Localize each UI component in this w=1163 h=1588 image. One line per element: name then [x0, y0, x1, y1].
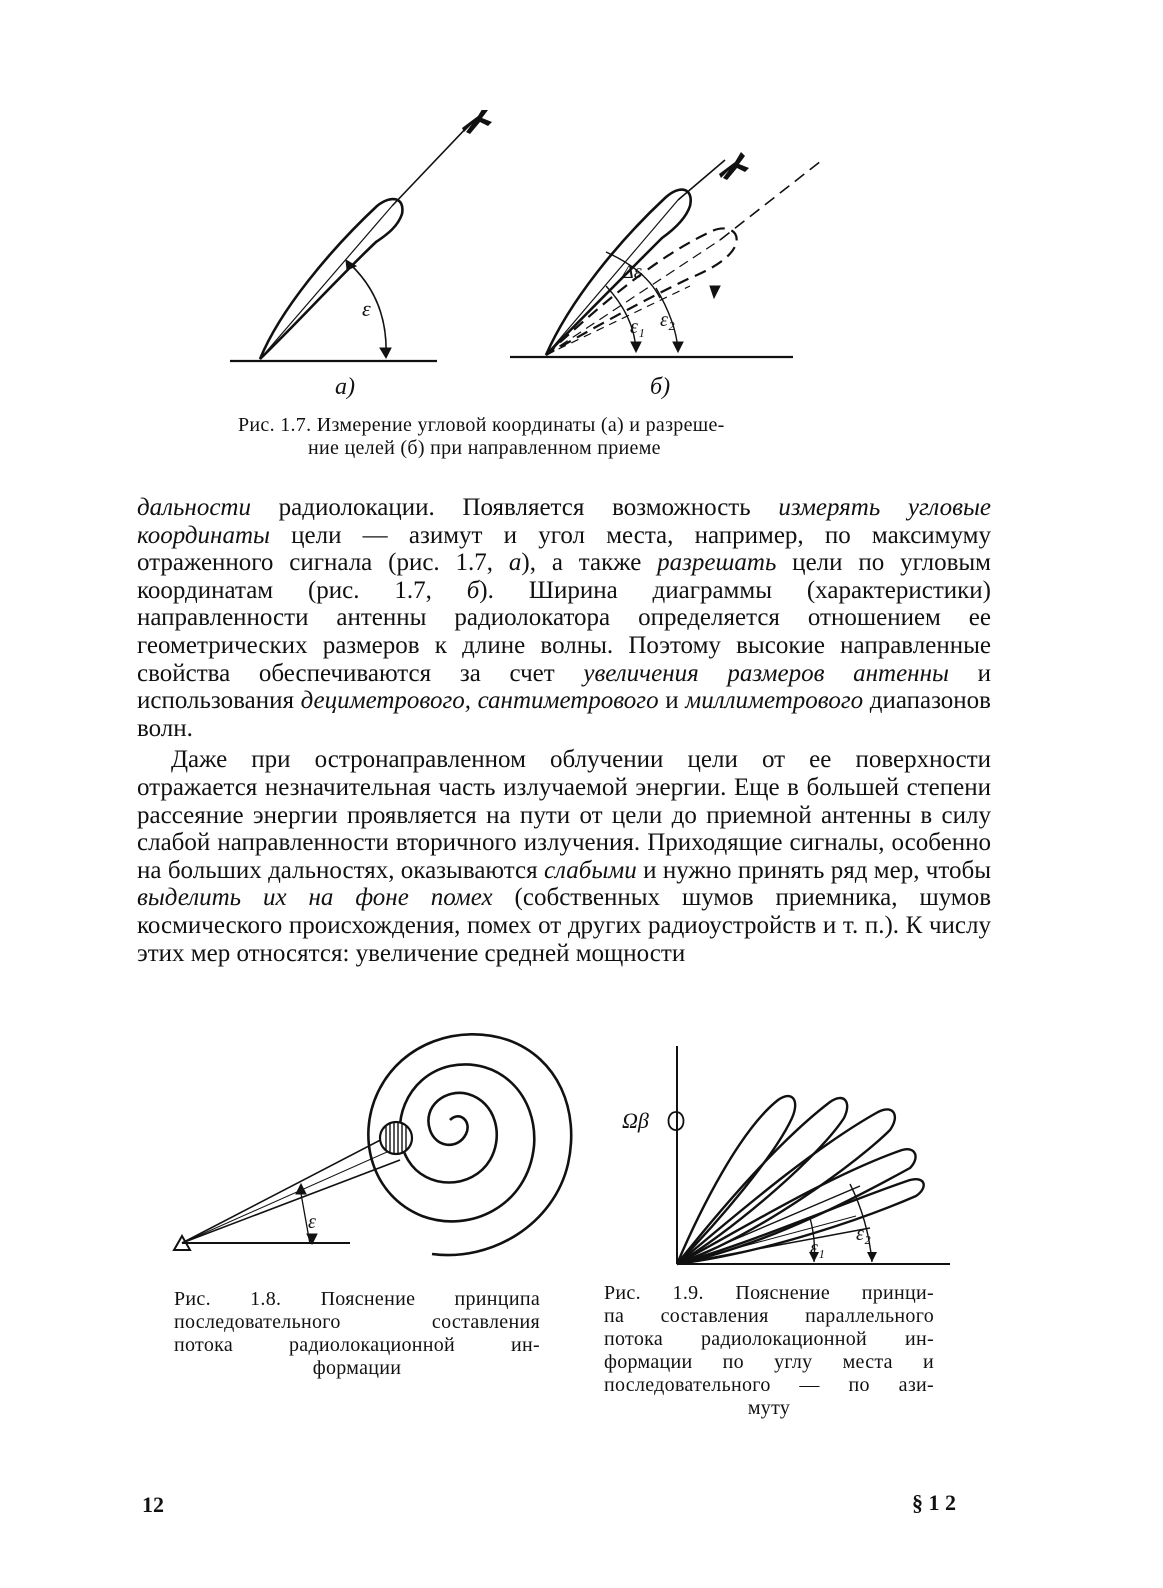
emphasis-text: увеличения размеров антенны: [583, 659, 949, 687]
figure-1-7: [220, 110, 820, 410]
figure-1-7b-label: б): [650, 374, 671, 400]
paragraph-2: [137, 746, 991, 967]
text-run: радиолокации. Появляется возможность: [250, 494, 779, 521]
caption-line: потока радиолокационной ин-: [174, 1334, 540, 1356]
caption-line: последовательного — по ази-: [604, 1374, 934, 1396]
text-run: и нужно принять ряд мер, чтобы: [636, 856, 991, 884]
epsilon-label: ε: [362, 296, 371, 321]
figure-1-9: [610, 1040, 950, 1270]
aircraft-icon: [719, 152, 749, 180]
text-run: ). Ширина диаграммы (характеристики) направленности антенны радиолокатора определяется отношением ее геометрических размеров к длине волны. Поэтому высокие направленные свойства обеспечиваются за счет: [137, 576, 992, 687]
figure-1-8-caption: [174, 1288, 540, 1380]
omega-beta-label: Ωβ: [622, 1108, 649, 1133]
text-run: диапазонов волн.: [137, 687, 991, 742]
body-text: [137, 494, 991, 967]
emphasis-text: слабыми: [543, 856, 637, 884]
text-run: (собственных шумов приемника, шумов космического происхождения, помех от других радиоустройств и т. п.). К числу этих мер относятся: увеличение средней мощности: [137, 884, 991, 967]
aircraft-icon: [462, 110, 492, 134]
caption-line: последовательного составления: [174, 1311, 540, 1333]
caption-line: па составления параллельного: [604, 1305, 934, 1327]
figure-1-7-caption: [238, 414, 888, 460]
epsilon-2-label: ε₂: [660, 309, 675, 331]
emphasis-text: миллиметрового: [685, 687, 864, 715]
figure-1-8: [160, 1010, 580, 1280]
section-marker: § 1 2: [912, 1490, 956, 1515]
emphasis-text: измерять угловые координаты: [137, 494, 992, 549]
paragraph-1: [137, 494, 991, 742]
emphasis-text: б: [466, 576, 480, 604]
emphasis-text: а: [508, 549, 522, 577]
caption-line: формации по углу места и: [604, 1351, 934, 1373]
delta-epsilon-label: Δε: [622, 261, 642, 283]
emphasis-text: дальности: [137, 494, 251, 521]
caption-line: Рис. 1.9. Пояснение принци-: [604, 1282, 934, 1304]
caption-line: ние целей (б) при направленном приеме: [308, 437, 661, 459]
emphasis-text: дециметрового, сантиметрового: [300, 687, 659, 715]
page-number: 12: [142, 1492, 164, 1517]
caption-line: потока радиолокационной ин-: [604, 1328, 934, 1350]
epsilon-1-label: ε₁: [630, 316, 645, 338]
emphasis-text: разрешать: [657, 549, 777, 577]
caption-line: Рис. 1.7. Измерение угловой координаты (а) и разреше-: [238, 414, 725, 436]
epsilon-2-label: ε₂: [856, 1223, 871, 1245]
epsilon-label: ε: [308, 1211, 316, 1233]
text-run: и использования: [137, 659, 991, 715]
text-run: Даже при остронаправленном облучении цели от ее поверхности отражается незначительная часть излучаемой энергии. Еще в большей степени рассеяние энергии проявляется на пути от цели до приемной антенны в силу слабой направленности вторичного излучения. Приходящие сигналы, особенно на больших дальностях, оказываются: [137, 746, 991, 884]
text-run: цели — азимут и угол места, например, по максимуму отраженного сигнала (рис. 1.7,: [137, 521, 991, 577]
epsilon-1-label: ε₁: [810, 1237, 825, 1259]
text-run: цели по угловым координатам (рис. 1.7,: [137, 549, 991, 604]
text-run: ), а также: [521, 549, 658, 577]
figure-1-9-caption: [604, 1282, 934, 1420]
figure-1-7a-drawing: [230, 124, 470, 361]
caption-line: муту: [747, 1397, 791, 1419]
target-circle: [380, 1122, 412, 1154]
caption-line: формации: [312, 1357, 402, 1379]
emphasis-text: выделить их на фоне помех: [137, 884, 493, 912]
caption-line: Рис. 1.8. Пояснение принципа: [174, 1288, 540, 1310]
text-run: и: [658, 687, 686, 715]
lobe-fan: [677, 1096, 924, 1264]
figure-1-7a-label: а): [335, 374, 355, 400]
